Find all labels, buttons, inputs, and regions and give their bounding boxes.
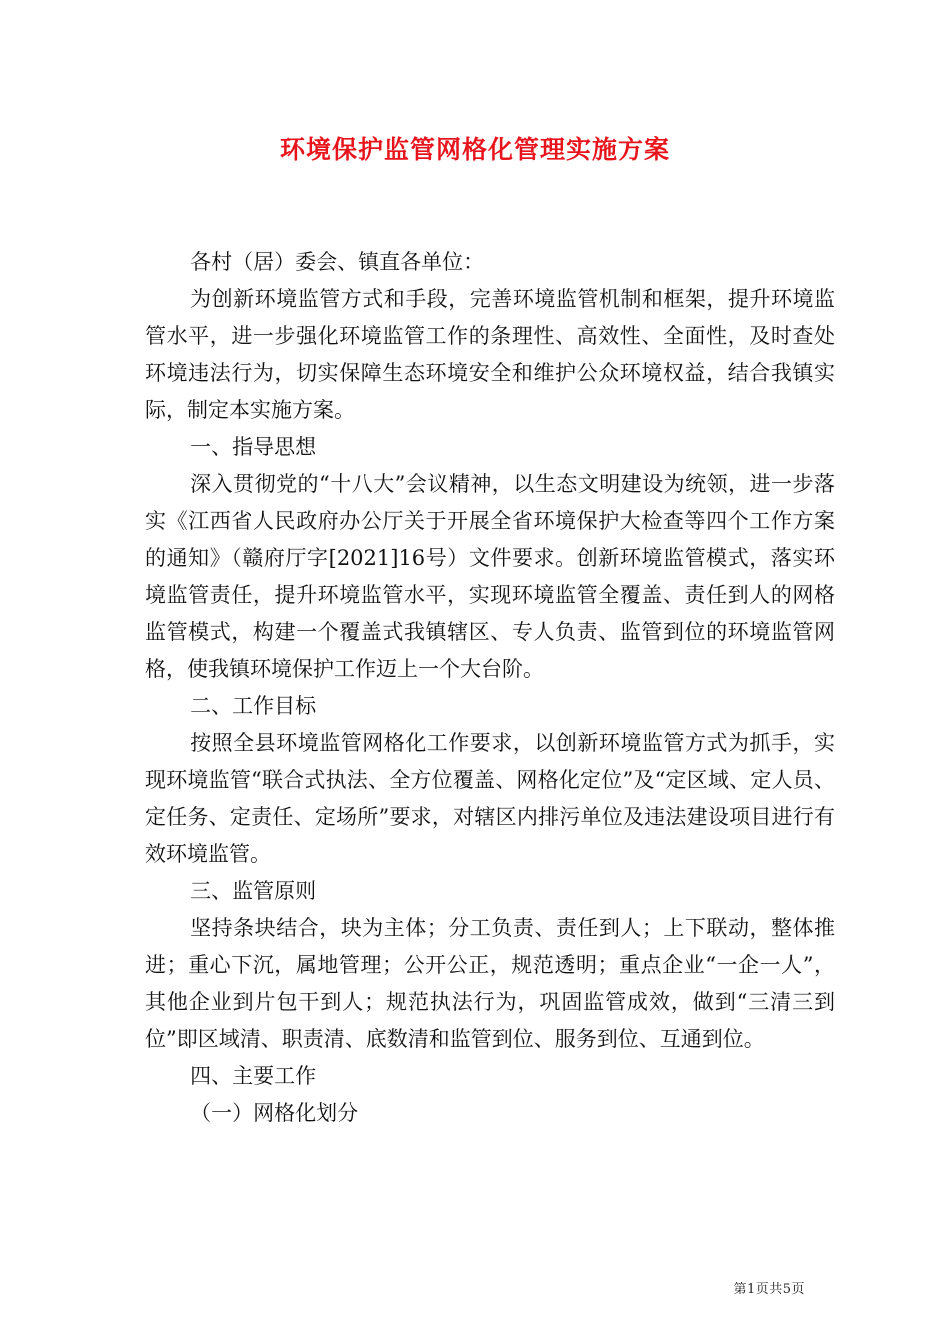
section-heading-guiding-thought: 一、指导思想 — [190, 435, 317, 459]
work-goal-paragraph: 按照全县环境监管网格化工作要求，以创新环境监管方式为抓手，实现环境监管“联合式执法、全方位覆盖、网格化定位”及“定区域、定人员、定任务、定责任、定场所”要求，对辖区内排污单位及违法建设项目进行有效环境监管。 — [145, 731, 835, 866]
document-title: 环境保护监管网格化管理实施方案 — [279, 135, 670, 164]
section-heading-principles: 三、监管原则 — [190, 879, 317, 903]
principles-paragraph: 坚持条块结合，块为主体；分工负责、责任到人；上下联动，整体推进；重心下沉，属地管理；公开公正，规范透明；重点企业“一企一人”，其他企业到片包干到人；规范执法行为，巩固监管成效，做到“三清三到位”即区域清、职责清、底数清和监管到位、服务到位、互通到位。 — [145, 916, 835, 1051]
subsection-heading-grid-division: （一）网格化划分 — [190, 1101, 359, 1125]
guiding-thought-paragraph: 深入贯彻党的“十八大”会议精神，以生态文明建设为统领，进一步落实《江西省人民政府办公厅关于开展全省环境保护大检查等四个工作方案的通知》（赣府厅字[2021]16号）文件要求。创新环境监管模式，落实环境监管责任，提升环境监管水平，实现环境监管全覆盖、责任到人的网格监管模式，构建一个覆盖式我镇辖区、专人负责、监管到位的环境监管网格，使我镇环境保护工作迈上一个大台阶。 — [145, 472, 835, 681]
intro-paragraph: 为创新环境监管方式和手段，完善环境监管机制和框架，提升环境监管水平，进一步强化环境监管工作的条理性、高效性、全面性，及时查处环境违法行为，切实保障生态环境安全和维护公众环境权益，结合我镇实际，制定本实施方案。 — [145, 287, 835, 422]
section-heading-work-goal: 二、工作目标 — [190, 694, 317, 718]
section-heading-main-work: 四、主要工作 — [190, 1064, 317, 1088]
salutation: 各村（居）委会、镇直各单位： — [190, 250, 485, 274]
document-body — [145, 244, 835, 1132]
page-number: 第1页共5页 — [733, 1282, 805, 1297]
